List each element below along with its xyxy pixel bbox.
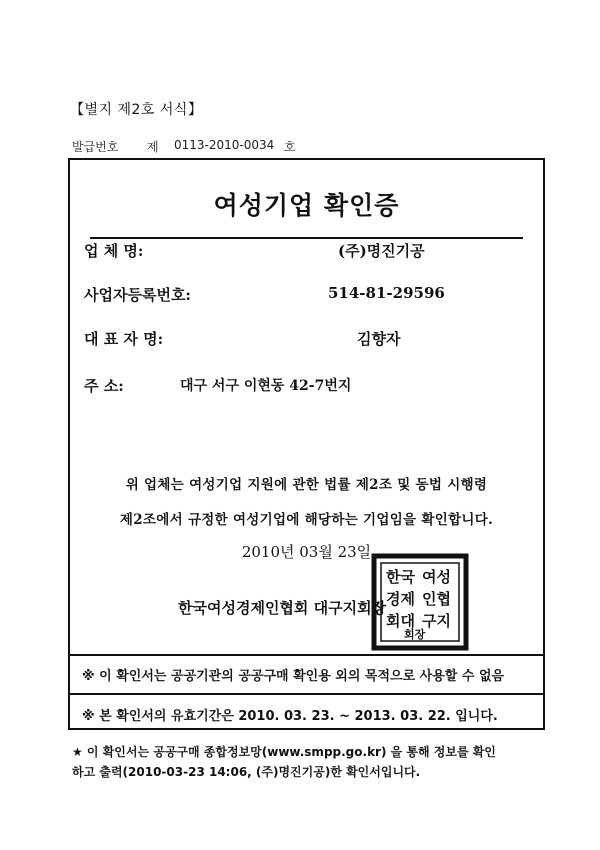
seal-glyph: 인협 [422, 590, 451, 608]
address-value: 대구 서구 이현동 42-7번지 [180, 378, 352, 394]
seal-glyph: 여성 [422, 568, 451, 586]
address-label: 주 소: [84, 377, 124, 395]
business-number-label: 사업자등록번호: [84, 286, 191, 304]
footer-line-1: ★ 이 확인서는 공공구매 종합정보망(www.smpp.go.kr) 을 통해 정보를 확인 [72, 745, 496, 759]
business-number-value: 514-81-29596 [328, 284, 445, 302]
seal-glyph: 경제 [386, 590, 415, 608]
issue-number-row [72, 138, 296, 155]
issue-suffix: 호 [284, 140, 296, 154]
validity-note: ※ 본 확인서의 유효기간은 2010. 03. 23. ~ 2013. 03. 22. 입니다. [82, 709, 498, 724]
representative-label: 대 표 자 명: [84, 330, 164, 348]
footer-line-2: 하고 출력(2010-03-23 14:06, (주)명진기공)한 확인서입니다. [72, 765, 421, 779]
seal-glyph: 구지 [422, 612, 451, 630]
company-name-value: (주)명진기공 [338, 242, 425, 260]
notes-divider-middle [70, 693, 543, 695]
issue-date: 2010년 03월 23일 [241, 543, 372, 561]
notes-divider-top [70, 654, 543, 656]
official-seal-icon [370, 552, 470, 652]
seal-glyph: 한국 [386, 568, 415, 586]
form-label: 【별지 제2호 서식】 [70, 102, 203, 118]
issue-label: 발급번호 [72, 140, 119, 154]
seal-glyph: 회장 [404, 628, 426, 641]
issuer-name: 한국여성경제인협회 대구지회장 [178, 599, 387, 617]
issue-number: 0113-2010-0034 [174, 138, 275, 152]
body-line-1: 위 업체는 여성기업 지원에 관한 법률 제2조 및 동법 시행령 [125, 477, 488, 493]
purpose-note: ※ 이 확인서는 공공기관의 공공구매 확인용 외의 목적으로 사용할 수 없음 [82, 669, 505, 684]
title-divider [90, 237, 523, 239]
seal-glyph: 회대 [386, 612, 415, 630]
certificate-title: 여성기업 확인증 [213, 191, 400, 220]
body-line-2: 제2조에서 규정한 여성기업에 해당하는 기업임을 확인합니다. [119, 512, 494, 528]
company-name-label: 업 체 명: [84, 242, 144, 260]
footer-note [72, 742, 496, 782]
certificate-frame [68, 158, 545, 730]
representative-value: 김향자 [357, 330, 401, 348]
issue-prefix: 제 [147, 140, 159, 154]
